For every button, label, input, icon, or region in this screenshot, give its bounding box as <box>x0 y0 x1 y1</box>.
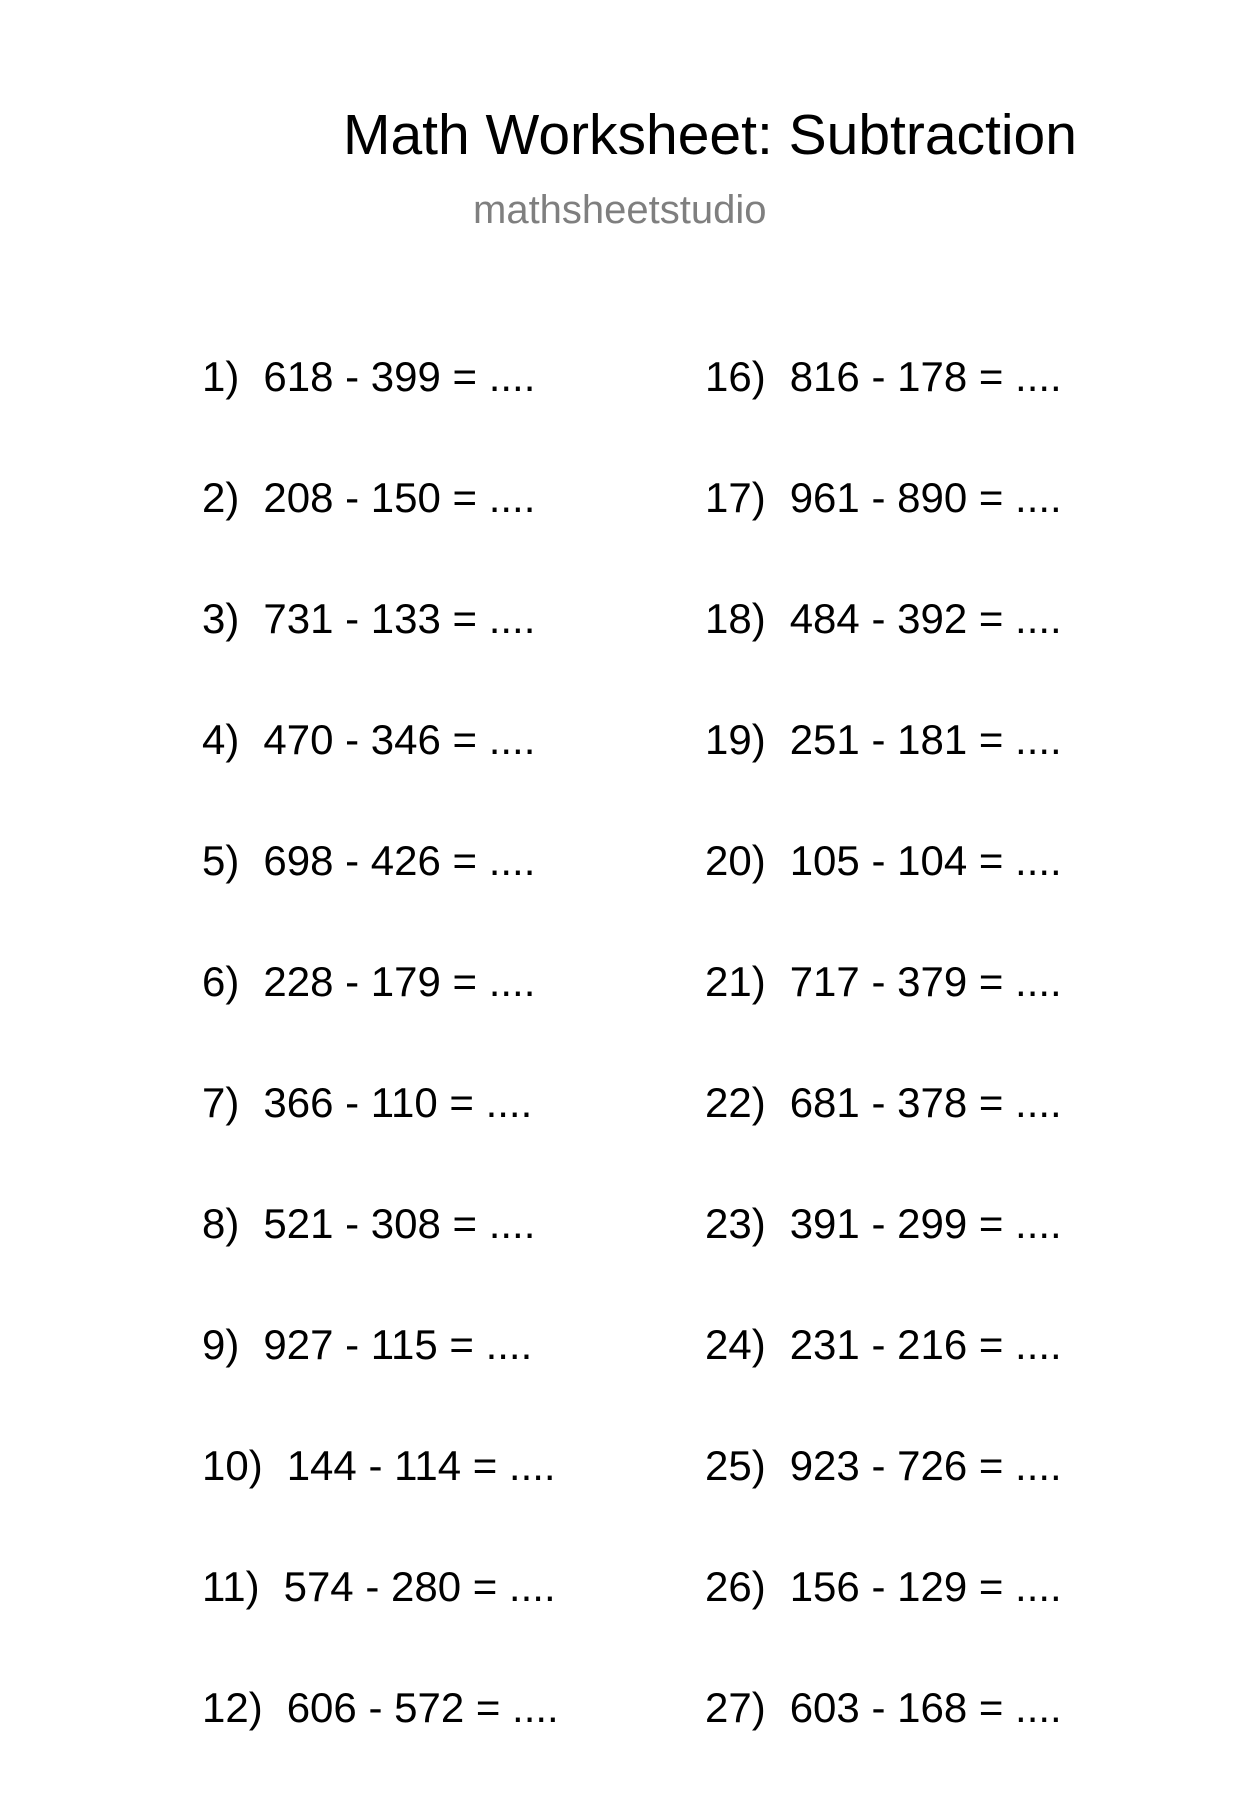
problem-number: 2) <box>202 474 240 521</box>
problem-expression: 603 - 168 = .... <box>789 1684 1062 1731</box>
problem-number: 9) <box>202 1321 240 1368</box>
problem-expression: 923 - 726 = .... <box>789 1442 1062 1489</box>
problem-number: 24) <box>705 1321 766 1368</box>
problem-number: 4) <box>202 716 240 763</box>
problem-expression: 618 - 399 = .... <box>263 353 536 400</box>
problem-number: 11) <box>202 1563 260 1610</box>
problem-item <box>202 1194 559 1315</box>
problem-number: 6) <box>202 958 240 1005</box>
problem-list-right <box>705 347 1062 1799</box>
problem-number: 5) <box>202 837 240 884</box>
problem-number: 21) <box>705 958 766 1005</box>
problem-number: 7) <box>202 1079 240 1126</box>
problem-expression: 816 - 178 = .... <box>789 353 1062 400</box>
problem-number: 1) <box>202 353 240 400</box>
problem-expression: 698 - 426 = .... <box>263 837 536 884</box>
problem-item <box>705 710 1062 831</box>
problem-expression: 366 - 110 = .... <box>263 1079 533 1126</box>
problem-item <box>202 710 559 831</box>
problem-item <box>202 468 559 589</box>
problem-item <box>202 1073 559 1194</box>
problem-item <box>705 1315 1062 1436</box>
problem-expression: 156 - 129 = .... <box>789 1563 1062 1610</box>
problem-item <box>202 1678 559 1799</box>
problem-expression: 731 - 133 = .... <box>263 595 536 642</box>
problem-item <box>705 1436 1062 1557</box>
problem-number: 23) <box>705 1200 766 1247</box>
problem-expression: 251 - 181 = .... <box>789 716 1062 763</box>
problem-number: 22) <box>705 1079 766 1126</box>
problem-expression: 144 - 114 = .... <box>286 1442 556 1489</box>
problem-number: 10) <box>202 1442 263 1489</box>
problem-number: 16) <box>705 353 766 400</box>
problem-number: 20) <box>705 837 766 884</box>
problem-number: 25) <box>705 1442 766 1489</box>
problem-item <box>202 1436 559 1557</box>
problem-item <box>705 1557 1062 1678</box>
problem-number: 8) <box>202 1200 240 1247</box>
problem-number: 26) <box>705 1563 766 1610</box>
problem-expression: 606 - 572 = .... <box>286 1684 559 1731</box>
problem-number: 18) <box>705 595 766 642</box>
problem-expression: 391 - 299 = .... <box>789 1200 1062 1247</box>
page-subtitle: mathsheetstudio <box>473 188 767 232</box>
page-title: Math Worksheet: Subtraction <box>343 103 1077 167</box>
problem-item <box>202 952 559 1073</box>
problem-expression: 521 - 308 = .... <box>263 1200 536 1247</box>
problem-item <box>705 589 1062 710</box>
problem-expression: 717 - 379 = .... <box>789 958 1062 1005</box>
problem-expression: 228 - 179 = .... <box>263 958 536 1005</box>
problem-item <box>705 468 1062 589</box>
problem-item <box>705 952 1062 1073</box>
problem-item <box>705 1678 1062 1799</box>
problem-number: 3) <box>202 595 240 642</box>
problem-expression: 231 - 216 = .... <box>789 1321 1062 1368</box>
problem-item <box>202 1557 559 1678</box>
problem-expression: 961 - 890 = .... <box>789 474 1062 521</box>
problem-item <box>705 347 1062 468</box>
problem-item <box>202 831 559 952</box>
problem-expression: 484 - 392 = .... <box>789 595 1062 642</box>
problem-number: 17) <box>705 474 766 521</box>
problem-number: 12) <box>202 1684 263 1731</box>
problem-number: 27) <box>705 1684 766 1731</box>
problem-item <box>705 1194 1062 1315</box>
problem-item <box>705 1073 1062 1194</box>
problem-expression: 574 - 280 = .... <box>283 1563 556 1610</box>
problem-item <box>202 589 559 710</box>
problem-expression: 105 - 104 = .... <box>789 837 1062 884</box>
problem-expression: 208 - 150 = .... <box>263 474 536 521</box>
problem-number: 19) <box>705 716 766 763</box>
problem-expression: 470 - 346 = .... <box>263 716 536 763</box>
problem-item <box>705 831 1062 952</box>
problem-expression: 681 - 378 = .... <box>789 1079 1062 1126</box>
problem-list-left <box>202 347 559 1799</box>
problem-item <box>202 1315 559 1436</box>
problem-expression: 927 - 115 = .... <box>263 1321 533 1368</box>
problem-item <box>202 347 559 468</box>
